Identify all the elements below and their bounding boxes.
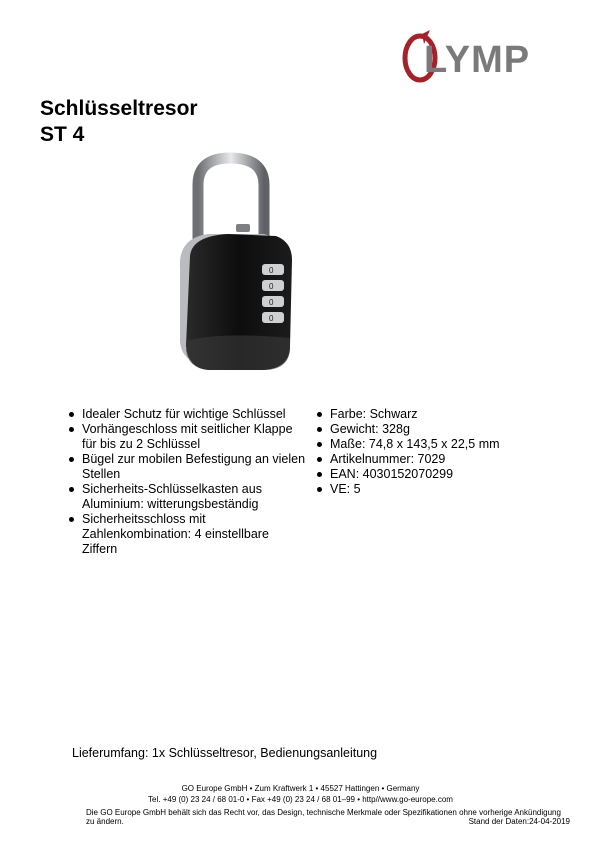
product-title [40,96,198,148]
dial-digit: 0 [269,314,274,323]
product-image [168,150,308,380]
dial-digit: 0 [269,298,274,307]
list-item: Farbe: Schwarz [314,407,554,422]
logo-text: LYMP [424,39,531,81]
list-item: Bügel zur mobilen Befestigung an vielen Stellen [66,452,306,482]
product-name: Schlüsseltresor [40,97,198,120]
list-item: Sicherheits-Schlüsselkasten aus Aluminium: witterungsbeständig [66,482,306,512]
product-model: ST 4 [40,123,85,146]
dial-digit: 0 [269,266,274,275]
data-date: Stand der Daten:24-04-2019 [468,817,570,826]
dial-digit: 0 [269,282,274,291]
detail-list [314,407,554,497]
brand-logo [400,28,550,88]
list-item: Vorhängeschloss mit seitlicher Klappe für bis zu 2 Schlüssel [66,422,306,452]
list-item: Sicherheitsschloss mit Zahlenkombination: 4 einstellbare Ziffern [66,512,306,557]
footer-contact: Tel. +49 (0) 23 24 / 68 01-0 • Fax +49 (0) 23 24 / 68 01–99 • http//www.go-europe.com [148,795,453,804]
footer-disclaimer [86,808,570,826]
delivery-contents: Lieferumfang: 1x Schlüsseltresor, Bedienungsanleitung [72,746,378,760]
disclaimer-text: Die GO Europe GmbH behält sich das Recht vor, das Design, technische Merkmale oder Spezifikationen ohne vorherige Ankündigung zu ändern. [86,808,561,826]
list-item: VE: 5 [314,482,554,497]
footer-address: GO Europe GmbH • Zum Kraftwerk 1 • 45527 Hattingen • Germany [181,784,420,793]
list-item: Maße: 74,8 x 143,5 x 22,5 mm [314,437,554,452]
feature-list [66,407,306,557]
list-item: EAN: 4030152070299 [314,467,554,482]
list-item: Idealer Schutz für wichtige Schlüssel [66,407,306,422]
list-item: Gewicht: 328g [314,422,554,437]
list-item: Artikelnummer: 7029 [314,452,554,467]
